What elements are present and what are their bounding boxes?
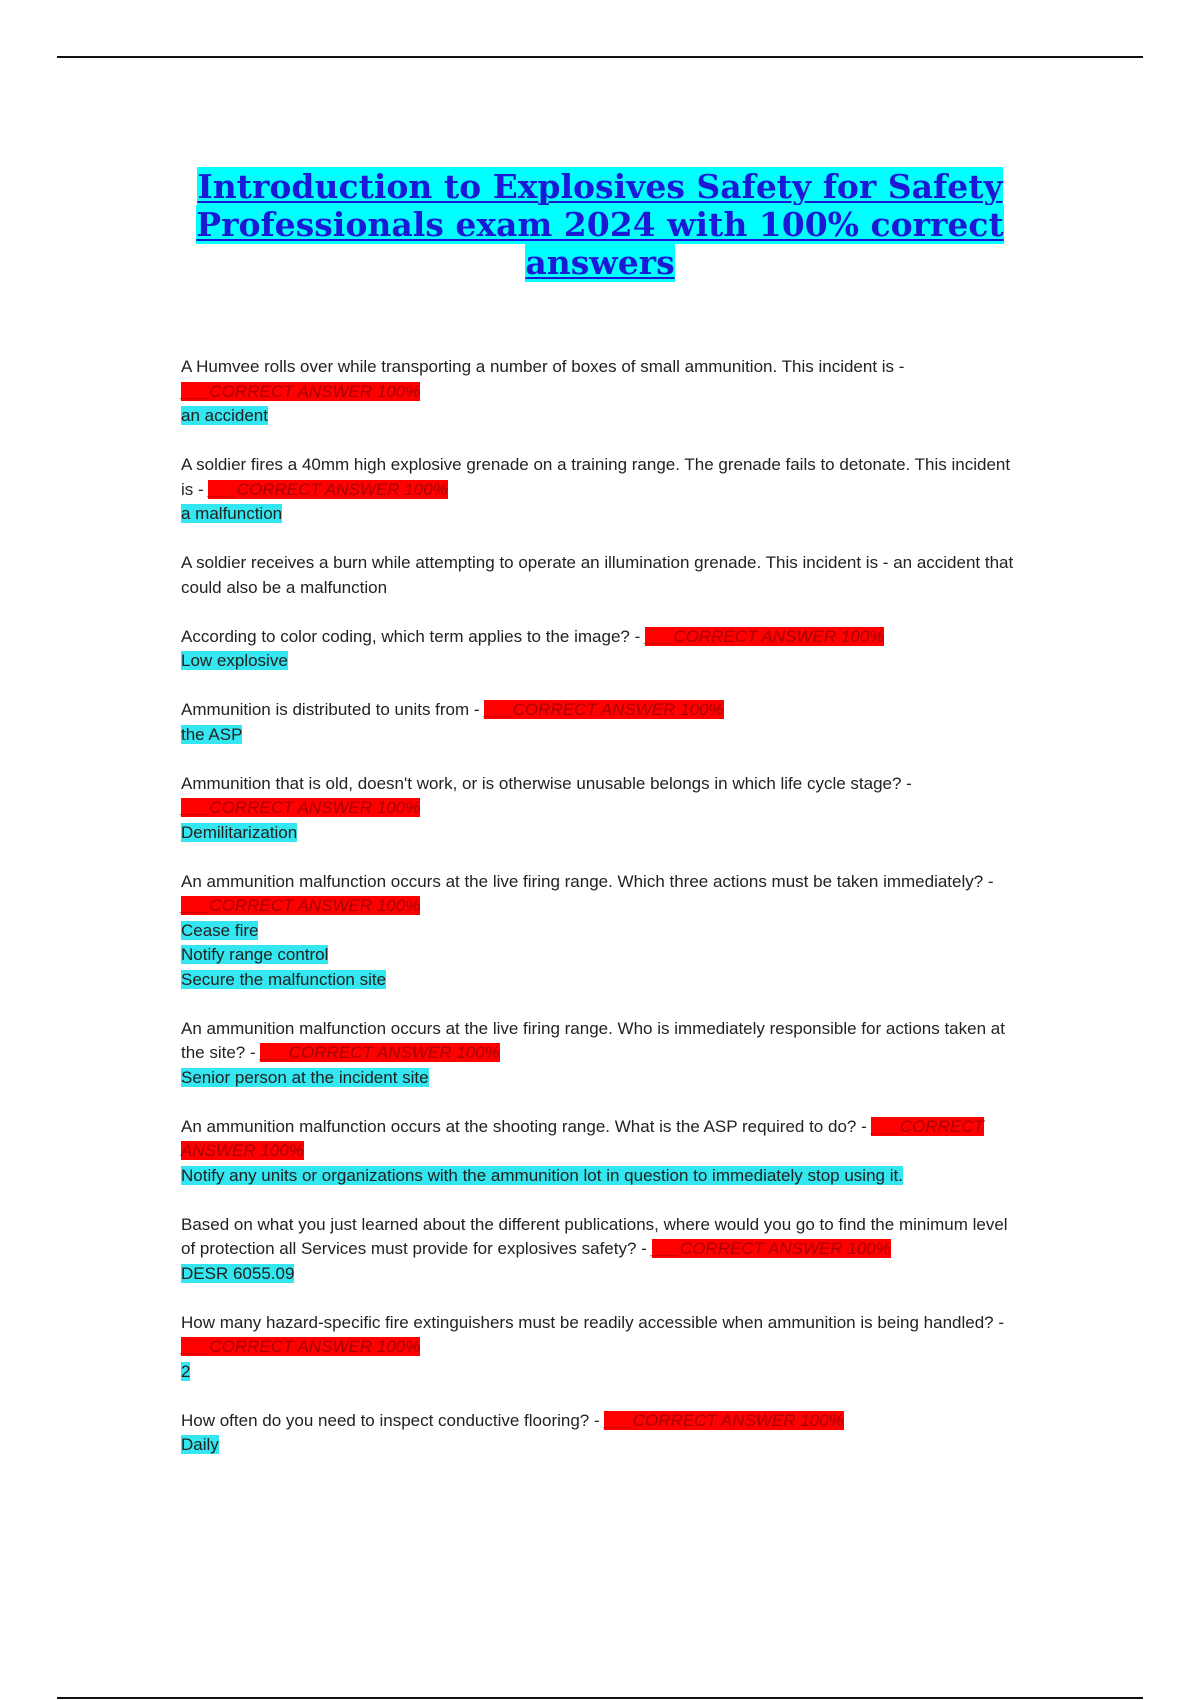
question-text: A soldier fires a 40mm high explosive grenade on a training range. The grenade fails to detonate. This incident is - <box>181 455 1011 499</box>
answer-text: Senior person at the incident site <box>181 1067 429 1087</box>
question-text: How often do you need to inspect conductive flooring? - <box>181 1410 605 1430</box>
correct-answer-tag: ___CORRECT ANSWER 100% <box>181 896 421 915</box>
qa-item-8 <box>181 1017 1021 1091</box>
answer-text: a malfunction <box>181 504 283 523</box>
document-title <box>160 168 1040 282</box>
qa-list <box>181 355 1021 1482</box>
question-text: An ammunition malfunction occurs at the shooting range. What is the ASP required to do? - <box>181 1116 872 1136</box>
qa-item-7 <box>181 870 1021 993</box>
qa-item-12 <box>181 1409 1021 1458</box>
answer-text: an accident <box>181 406 268 425</box>
answer-text: Low explosive <box>181 651 288 670</box>
correct-answer-tag: ___CORRECT ANSWER 100% <box>260 1043 500 1062</box>
question-text: An ammunition malfunction occurs at the live firing range. Who is immediately responsible for actions taken at the site? - <box>181 1018 1005 1062</box>
question-text: According to color coding, which term applies to the image? - <box>181 626 645 646</box>
qa-item-10 <box>181 1213 1021 1287</box>
correct-answer-tag: ___CORRECT ANSWER 100% <box>181 381 421 401</box>
question-text: A soldier receives a burn while attempting to operate an illumination grenade. This incident is - an accident that could also be a malfunction <box>181 553 1014 597</box>
document-title-text: Introduction to Explosives Safety for Safety Professionals exam 2024 with 100% correct answers <box>196 167 1004 282</box>
qa-item-9 <box>181 1115 1021 1189</box>
answer-text: Cease fire <box>181 920 259 940</box>
qa-item-11 <box>181 1311 1021 1385</box>
answer-text: Notify range control <box>181 945 329 964</box>
question-text: A Humvee rolls over while transporting a number of boxes of small ammunition. This incident is - <box>181 357 905 376</box>
correct-answer-tag: ___CORRECT ANSWER 100% <box>208 479 448 499</box>
qa-item-2 <box>181 453 1021 527</box>
answer-text: DESR 6055.09 <box>181 1263 295 1283</box>
correct-answer-tag: ___CORRECT ANSWER 100% <box>644 626 885 646</box>
question-text: Ammunition is distributed to units from - <box>181 700 485 719</box>
question-text: An ammunition malfunction occurs at the live firing range. Which three actions must be taken immediately? - <box>181 871 994 891</box>
correct-answer-tag: ___CORRECT ANSWER 100% <box>181 798 421 817</box>
qa-item-1 <box>181 355 1021 429</box>
answer-text: Demilitarization <box>181 822 298 842</box>
answer-text: 2 <box>181 1361 191 1381</box>
answer-text: Secure the malfunction site <box>181 969 387 989</box>
correct-answer-tag: ___CORRECT ANSWER 100% <box>651 1239 891 1258</box>
answer-text: Daily <box>181 1435 219 1454</box>
answer-text: Notify any units or organizations with the ammunition lot in question to immediately stop using it. <box>181 1165 903 1185</box>
qa-item-6 <box>181 772 1021 846</box>
question-text: Ammunition that is old, doesn't work, or is otherwise unusable belongs in which life cycle stage? - <box>181 773 912 793</box>
correct-answer-tag: ___CORRECT ANSWER 100% <box>181 1337 421 1356</box>
qa-item-4 <box>181 625 1021 674</box>
correct-answer-tag: ___CORRECT ANSWER 100% <box>604 1410 844 1430</box>
answer-text: the ASP <box>181 724 243 744</box>
question-text: How many hazard-specific fire extinguishers must be readily accessible when ammunition is being handled? - <box>181 1312 1005 1332</box>
qa-item-5 <box>181 698 1021 747</box>
correct-answer-tag: ___CORRECT ANSWER 100% <box>484 700 724 719</box>
qa-item-3 <box>181 551 1021 600</box>
header-rule <box>57 56 1143 58</box>
footer-rule <box>57 1697 1143 1699</box>
correct-answer-tag: ___CORRECT ANSWER 100% <box>181 1116 984 1160</box>
question-text: Based on what you just learned about the different publications, where would you go to find the minimum level of protection all Services must provide for explosives safety? - <box>181 1214 1008 1258</box>
